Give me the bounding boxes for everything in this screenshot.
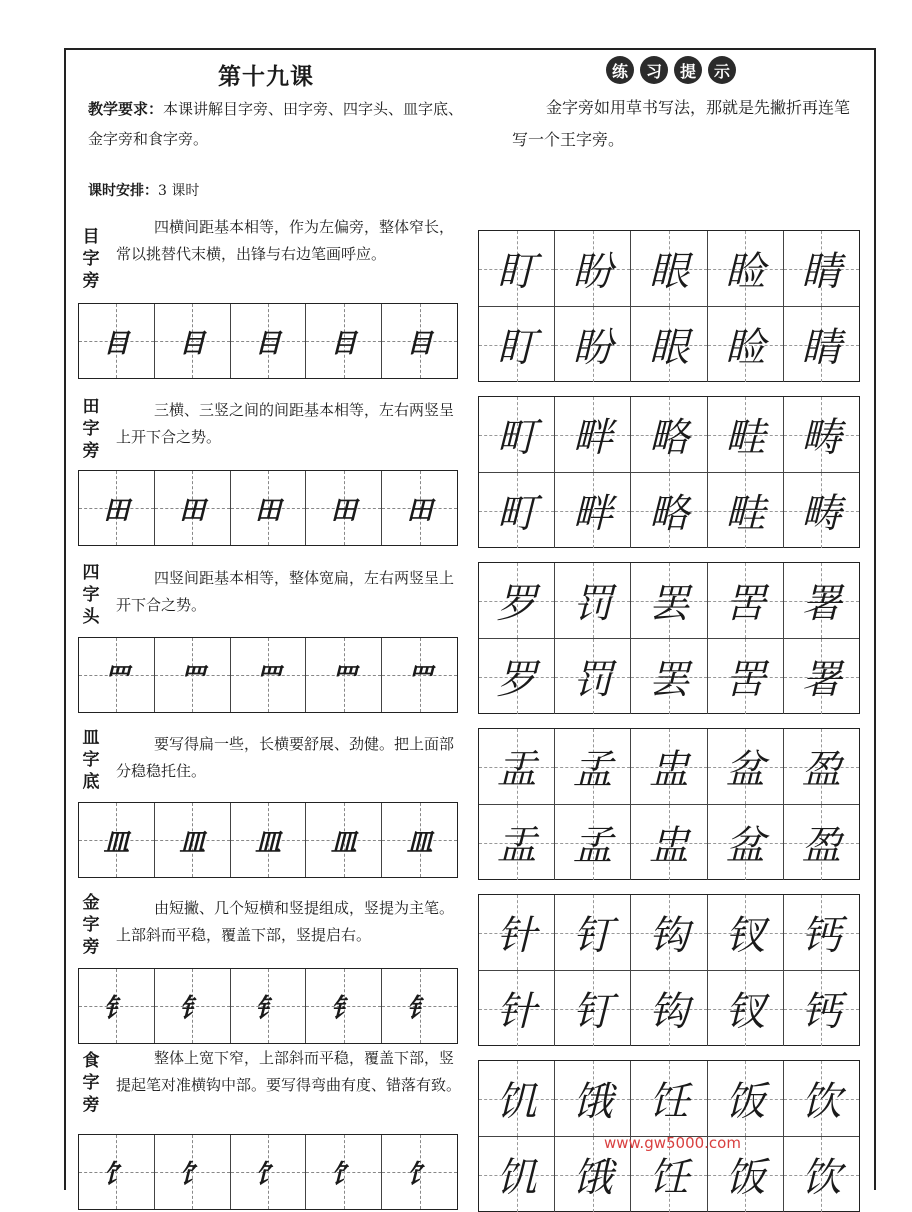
character-row xyxy=(479,729,859,805)
character-cell xyxy=(555,307,631,382)
character-cell xyxy=(631,971,707,1046)
radical-cell xyxy=(231,969,307,1043)
radical-cell xyxy=(382,803,457,877)
radical-cell xyxy=(155,471,231,545)
radical-glyph: 田 xyxy=(103,495,130,526)
character-cell xyxy=(479,729,555,804)
radical-cell xyxy=(155,803,231,877)
character-glyph: 饮 xyxy=(801,1155,842,1201)
character-glyph: 町 xyxy=(496,491,537,537)
character-cell xyxy=(708,971,784,1046)
character-practice-grid xyxy=(478,562,860,714)
character-glyph: 盂 xyxy=(496,747,537,793)
watermark: www.gw5000.com xyxy=(604,1134,741,1152)
character-cell xyxy=(479,397,555,472)
radical-cell xyxy=(79,969,155,1043)
radical-practice-grid xyxy=(78,303,458,379)
radical-glyph: 皿 xyxy=(179,827,206,858)
character-glyph: 钩 xyxy=(649,913,689,959)
character-glyph: 睛 xyxy=(801,325,842,371)
radical-glyph: 钅 xyxy=(179,993,206,1024)
radical-practice-grid xyxy=(78,968,458,1044)
character-cell xyxy=(708,729,784,804)
character-cell xyxy=(708,473,784,548)
requirement-label: 教学要求： xyxy=(88,100,164,118)
character-row xyxy=(479,307,859,382)
character-glyph: 盆 xyxy=(725,823,766,869)
radical-glyph: 目 xyxy=(330,328,357,359)
radical-glyph: 田 xyxy=(179,495,206,526)
character-glyph: 盅 xyxy=(649,823,689,869)
character-glyph: 钉 xyxy=(572,989,613,1035)
radical-cell xyxy=(382,638,457,712)
character-glyph: 罟 xyxy=(725,657,766,703)
section-description: 三横、三竖之间的间距基本相等，左右两竖呈上开下合之势。 xyxy=(116,401,455,446)
character-glyph: 罗 xyxy=(496,657,537,703)
character-cell xyxy=(479,1061,555,1136)
section-description: 四横间距基本相等，作为左偏旁，整体窄长，常以挑替代末横，出锋与右边笔画呼应。 xyxy=(116,218,455,263)
tip-circle: 提 xyxy=(674,56,702,84)
radical-glyph: 饣 xyxy=(103,1159,130,1190)
character-glyph: 眼 xyxy=(649,249,689,295)
radical-cell xyxy=(155,1135,231,1209)
radical-cell xyxy=(306,803,382,877)
character-cell xyxy=(479,307,555,382)
character-practice-grid xyxy=(478,894,860,1046)
character-cell xyxy=(708,805,784,880)
character-cell xyxy=(784,805,859,880)
radical-cell xyxy=(382,471,457,545)
character-cell xyxy=(631,639,707,714)
character-cell xyxy=(479,1137,555,1212)
character-glyph: 钙 xyxy=(801,989,842,1035)
character-row xyxy=(479,473,859,548)
tip-text: 金字旁如用草书写法，那就是先撇折再连笔写一个王字旁。 xyxy=(512,98,851,149)
radical-cell xyxy=(155,969,231,1043)
hours-label: 课时安排： xyxy=(88,183,158,199)
character-glyph: 盼 xyxy=(572,249,613,295)
radical-glyph: 饣 xyxy=(254,1159,281,1190)
character-cell xyxy=(555,729,631,804)
character-glyph: 钙 xyxy=(801,913,842,959)
character-glyph: 钗 xyxy=(725,989,766,1035)
character-row xyxy=(479,971,859,1046)
radical-practice-grid xyxy=(78,802,458,878)
radical-glyph: 田 xyxy=(254,495,281,526)
character-glyph: 饪 xyxy=(649,1155,689,1201)
character-glyph: 针 xyxy=(496,913,537,959)
radical-glyph: 田 xyxy=(406,495,433,526)
character-glyph: 饮 xyxy=(801,1079,842,1125)
character-glyph: 盈 xyxy=(801,823,842,869)
character-glyph: 钉 xyxy=(572,913,613,959)
character-cell xyxy=(784,895,859,970)
character-cell xyxy=(784,971,859,1046)
character-cell xyxy=(479,563,555,638)
character-cell xyxy=(784,729,859,804)
character-cell xyxy=(479,639,555,714)
radical-glyph: 罒 xyxy=(406,662,433,693)
radical-glyph: 皿 xyxy=(330,827,357,858)
character-cell xyxy=(631,231,707,306)
character-cell xyxy=(708,307,784,382)
radical-cell xyxy=(382,969,457,1043)
section-heading: 食字旁 xyxy=(82,1051,100,1115)
character-glyph: 盅 xyxy=(649,747,689,793)
character-row xyxy=(479,639,859,714)
character-cell xyxy=(784,563,859,638)
tip-circle: 练 xyxy=(606,56,634,84)
character-cell xyxy=(784,1137,859,1212)
radical-cell xyxy=(231,1135,307,1209)
character-glyph: 盯 xyxy=(496,249,537,295)
character-row xyxy=(479,397,859,473)
radical-cell xyxy=(382,1135,457,1209)
character-cell xyxy=(555,473,631,548)
character-row xyxy=(479,563,859,639)
character-glyph: 饭 xyxy=(725,1155,766,1201)
character-practice-grid xyxy=(478,728,860,880)
radical-glyph: 目 xyxy=(406,328,433,359)
character-glyph: 盂 xyxy=(496,823,537,869)
radical-cell xyxy=(231,638,307,712)
tip-circle: 习 xyxy=(640,56,668,84)
lesson-title: 第十九课 xyxy=(218,64,314,90)
radical-practice-grid xyxy=(78,470,458,546)
radical-glyph: 钅 xyxy=(330,993,357,1024)
character-cell xyxy=(479,805,555,880)
character-row xyxy=(479,1061,859,1137)
radical-cell xyxy=(79,638,155,712)
radical-glyph: 饣 xyxy=(330,1159,357,1190)
section-description: 由短撇、几个短横和竖提组成，竖提为主笔。上部斜而平稳，覆盖下部，竖提启右。 xyxy=(116,899,455,944)
tip-circle: 示 xyxy=(708,56,736,84)
radical-glyph: 饣 xyxy=(406,1159,433,1190)
character-glyph: 饿 xyxy=(572,1155,613,1201)
radical-glyph: 饣 xyxy=(179,1159,206,1190)
radical-cell xyxy=(306,969,382,1043)
character-glyph: 饥 xyxy=(496,1079,537,1125)
radical-glyph: 钅 xyxy=(406,993,433,1024)
requirement-text: 本课讲解目字旁、田字旁、四字头、皿字底、金字旁和食字旁。 xyxy=(88,100,464,148)
character-cell xyxy=(555,1061,631,1136)
character-glyph: 饭 xyxy=(725,1079,766,1125)
character-row xyxy=(479,805,859,880)
character-glyph: 略 xyxy=(649,415,689,461)
character-cell xyxy=(708,895,784,970)
character-glyph: 畴 xyxy=(801,415,842,461)
radical-cell xyxy=(79,471,155,545)
radical-practice-grid xyxy=(78,1134,458,1210)
radical-glyph: 钅 xyxy=(254,993,281,1024)
character-glyph: 畴 xyxy=(801,491,842,537)
character-glyph: 罗 xyxy=(496,581,537,627)
character-cell xyxy=(555,563,631,638)
character-cell xyxy=(555,231,631,306)
character-cell xyxy=(555,639,631,714)
character-cell xyxy=(631,473,707,548)
character-glyph: 畔 xyxy=(572,491,613,537)
radical-cell xyxy=(79,304,155,378)
character-cell xyxy=(784,1061,859,1136)
character-cell xyxy=(555,805,631,880)
character-cell xyxy=(555,895,631,970)
radical-glyph: 皿 xyxy=(103,827,130,858)
radical-cell xyxy=(79,803,155,877)
practice-tips-badge xyxy=(606,56,736,84)
character-cell xyxy=(708,1061,784,1136)
character-cell xyxy=(784,639,859,714)
character-glyph: 孟 xyxy=(572,747,613,793)
character-cell xyxy=(631,805,707,880)
character-practice-grid xyxy=(478,230,860,382)
character-glyph: 罢 xyxy=(649,657,689,703)
character-cell xyxy=(631,895,707,970)
character-glyph: 饪 xyxy=(649,1079,689,1125)
radical-cell xyxy=(306,471,382,545)
character-glyph: 署 xyxy=(801,657,842,703)
character-cell xyxy=(784,397,859,472)
radical-glyph: 目 xyxy=(103,328,130,359)
character-cell xyxy=(555,971,631,1046)
radical-cell xyxy=(306,304,382,378)
section-heading: 四字头 xyxy=(82,563,100,627)
character-glyph: 饿 xyxy=(572,1079,613,1125)
character-row xyxy=(479,231,859,307)
character-glyph: 町 xyxy=(496,415,537,461)
radical-glyph: 皿 xyxy=(254,827,281,858)
radical-glyph: 罒 xyxy=(179,662,206,693)
radical-cell xyxy=(382,304,457,378)
radical-cell xyxy=(306,638,382,712)
character-glyph: 盼 xyxy=(572,325,613,371)
radical-glyph: 罒 xyxy=(330,662,357,693)
character-cell xyxy=(631,307,707,382)
radical-cell xyxy=(231,304,307,378)
character-glyph: 畔 xyxy=(572,415,613,461)
section-description: 要写得扁一些，长横要舒展、劲健。把上面部分稳稳托住。 xyxy=(116,735,455,780)
character-glyph: 盯 xyxy=(496,325,537,371)
section-heading: 田字旁 xyxy=(82,397,100,461)
character-cell xyxy=(479,895,555,970)
radical-glyph: 目 xyxy=(179,328,206,359)
radical-cell xyxy=(79,1135,155,1209)
character-glyph: 盆 xyxy=(725,747,766,793)
radical-cell xyxy=(306,1135,382,1209)
character-cell xyxy=(479,231,555,306)
section-heading: 目字旁 xyxy=(82,227,100,291)
character-cell xyxy=(708,231,784,306)
section-description: 四竖间距基本相等，整体宽扁，左右两竖呈上开下合之势。 xyxy=(116,569,455,614)
character-glyph: 钗 xyxy=(725,913,766,959)
character-cell xyxy=(784,307,859,382)
character-glyph: 罚 xyxy=(572,581,613,627)
character-glyph: 罚 xyxy=(572,657,613,703)
character-glyph: 畦 xyxy=(725,415,766,461)
character-glyph: 眼 xyxy=(649,325,689,371)
character-glyph: 罢 xyxy=(649,581,689,627)
radical-glyph: 目 xyxy=(254,328,281,359)
character-practice-grid xyxy=(478,396,860,548)
radical-practice-grid xyxy=(78,637,458,713)
radical-glyph: 皿 xyxy=(406,827,433,858)
radical-glyph: 钅 xyxy=(103,993,130,1024)
character-glyph: 孟 xyxy=(572,823,613,869)
character-row xyxy=(479,895,859,971)
character-cell xyxy=(708,639,784,714)
character-glyph: 盈 xyxy=(801,747,842,793)
character-glyph: 睛 xyxy=(801,249,842,295)
section-description: 整体上宽下窄，上部斜而平稳，覆盖下部，竖提起笔对准横钩中部。要写得弯曲有度、错落有致。 xyxy=(116,1049,462,1094)
character-glyph: 饥 xyxy=(496,1155,537,1201)
section-heading: 金字旁 xyxy=(82,893,100,957)
character-cell xyxy=(784,473,859,548)
character-glyph: 罟 xyxy=(725,581,766,627)
character-cell xyxy=(631,563,707,638)
character-cell xyxy=(784,231,859,306)
character-glyph: 署 xyxy=(801,581,842,627)
character-cell xyxy=(479,473,555,548)
character-glyph: 畦 xyxy=(725,491,766,537)
radical-cell xyxy=(231,803,307,877)
character-glyph: 睑 xyxy=(725,249,766,295)
radical-cell xyxy=(155,304,231,378)
radical-glyph: 田 xyxy=(330,495,357,526)
character-cell xyxy=(631,397,707,472)
radical-cell xyxy=(155,638,231,712)
character-cell xyxy=(631,729,707,804)
radical-glyph: 罒 xyxy=(254,662,281,693)
character-glyph: 钩 xyxy=(649,989,689,1035)
character-cell xyxy=(708,397,784,472)
character-cell xyxy=(555,397,631,472)
character-glyph: 略 xyxy=(649,491,689,537)
radical-cell xyxy=(231,471,307,545)
character-cell xyxy=(631,1061,707,1136)
class-hours xyxy=(88,180,199,200)
character-glyph: 睑 xyxy=(725,325,766,371)
character-cell xyxy=(708,563,784,638)
teaching-requirement xyxy=(88,94,468,154)
character-row xyxy=(479,1137,859,1212)
character-cell xyxy=(479,971,555,1046)
section-heading: 皿字底 xyxy=(82,728,100,792)
hours-value: 3 课时 xyxy=(158,183,200,199)
character-glyph: 针 xyxy=(496,989,537,1035)
radical-glyph: 罒 xyxy=(103,662,130,693)
